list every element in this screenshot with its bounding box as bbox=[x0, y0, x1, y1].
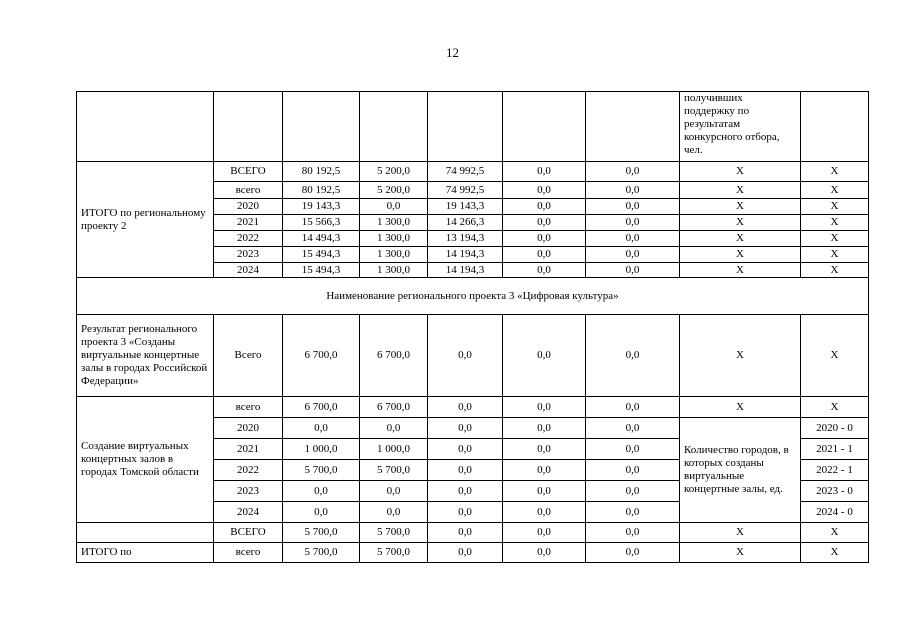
row-label-itogo: ИТОГО по bbox=[77, 543, 214, 563]
indicator-cell: Количество городов, в которых созданы виртуальные концертные залы, ед. bbox=[680, 418, 801, 523]
table-row: Создание виртуальных концертных залов в городах Томской области всего 6 700,0 6 700,0 0,0 0,0 0,0 X X bbox=[77, 397, 869, 418]
table-row bbox=[77, 92, 869, 162]
table-row: 2023 15 494,3 1 300,0 14 194,3 0,0 0,0 X X bbox=[77, 247, 869, 263]
section-title-row bbox=[77, 278, 869, 315]
table-row: всего 80 192,5 5 200,0 74 992,5 0,0 0,0 X X bbox=[77, 182, 869, 199]
table-row: 2024 0,0 0,0 0,0 0,0 0,0 2024 - 0 bbox=[77, 502, 869, 523]
project-3-title: Наименование регионального проекта 3 «Цифровая культура» bbox=[77, 278, 869, 315]
table-row: 2023 0,0 0,0 0,0 0,0 0,0 2023 - 0 bbox=[77, 481, 869, 502]
row-label-result-3: Результат регионального проекта 3 «Созданы виртуальные концертные залы в городах Российской Федерации» bbox=[77, 315, 214, 397]
table-row: ИТОГО по региональному проекту 2 ВСЕГО 80 192,5 5 200,0 74 992,5 0,0 0,0 X X bbox=[77, 162, 869, 182]
row-label-creation: Создание виртуальных концертных залов в городах Томской области bbox=[77, 397, 214, 523]
indicator-cell: получивших поддержку по результатам конкурсного отбора, чел. bbox=[680, 92, 801, 162]
table-row: ВСЕГО 5 700,0 5 700,0 0,0 0,0 0,0 X X bbox=[77, 523, 869, 543]
table-row: 2024 15 494,3 1 300,0 14 194,3 0,0 0,0 X X bbox=[77, 263, 869, 278]
table-row: 2022 14 494,3 1 300,0 13 194,3 0,0 0,0 X X bbox=[77, 231, 869, 247]
row-label-itogo-2: ИТОГО по региональному проекту 2 bbox=[77, 162, 214, 278]
budget-table bbox=[76, 91, 869, 563]
table-row: 2020 19 143,3 0,0 19 143,3 0,0 0,0 X X bbox=[77, 199, 869, 215]
table-row: ИТОГО по всего 5 700,0 5 700,0 0,0 0,0 0,0 X X bbox=[77, 543, 869, 563]
table-row: 2020 0,0 0,0 0,0 0,0 0,0 Количество городов, в которых созданы виртуальные концертные залы, ед. 2020 - 0 bbox=[77, 418, 869, 439]
table-row: Результат регионального проекта 3 «Созданы виртуальные концертные залы в городах Российской Федерации» Всего 6 700,0 6 700,0 0,0 0,0 0,0 X X bbox=[77, 315, 869, 397]
table-row: 2022 5 700,0 5 700,0 0,0 0,0 0,0 2022 - 1 bbox=[77, 460, 869, 481]
page-number: 12 bbox=[446, 45, 459, 60]
table-row: 2021 15 566,3 1 300,0 14 266,3 0,0 0,0 X X bbox=[77, 215, 869, 231]
table-row: 2021 1 000,0 1 000,0 0,0 0,0 0,0 2021 - 1 bbox=[77, 439, 869, 460]
